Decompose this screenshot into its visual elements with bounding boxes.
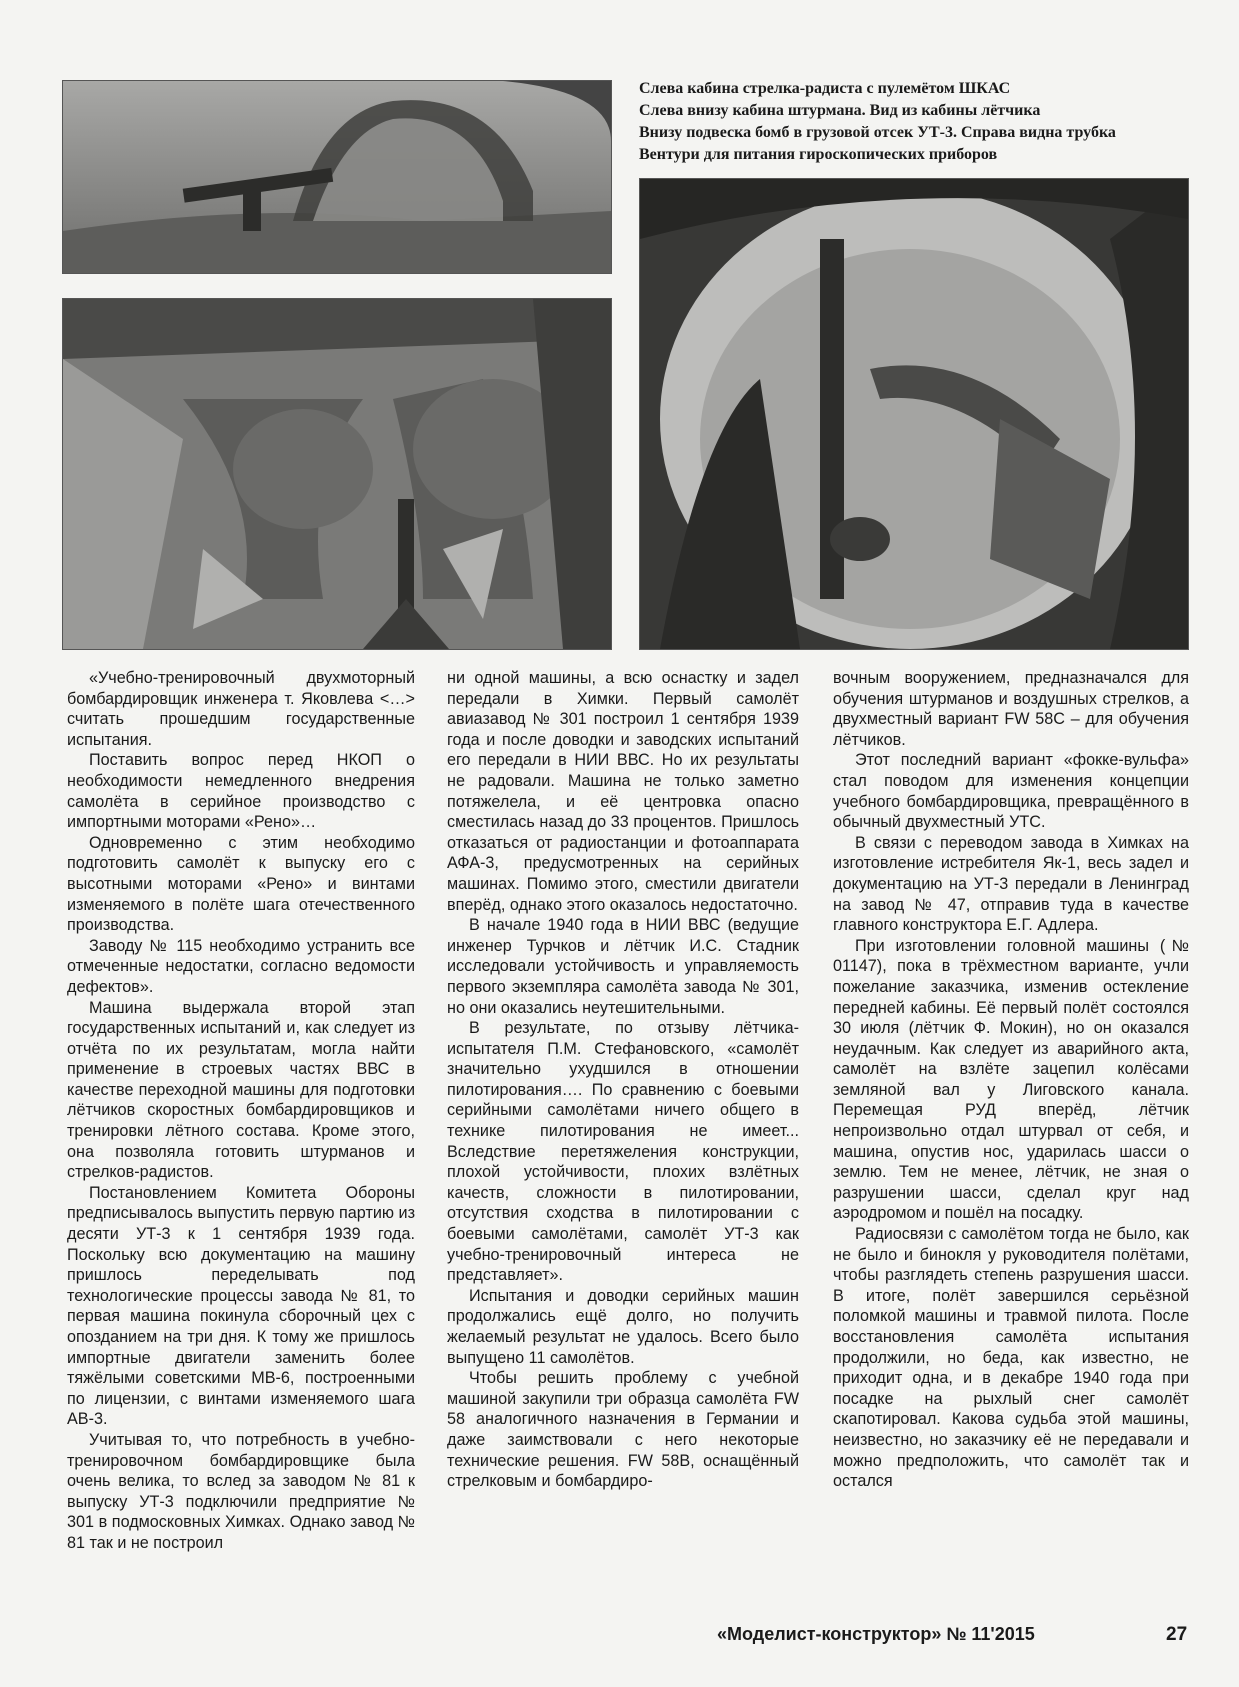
photo-gunner-cockpit	[62, 80, 612, 274]
photo-bomb-bay-image	[63, 299, 611, 649]
paragraph: вочным вооружением, предназначался для обучения штурманов и воздушных стрелков, а двухместный вариант FW 58C – для обучения лётчиков.	[833, 669, 1189, 749]
photo-gunner-cockpit-image	[63, 81, 611, 273]
text-column-2	[447, 668, 799, 1492]
photo-navigator-cabin-image	[640, 179, 1188, 649]
paragraph: Заводу № 115 необходимо устранить все отмеченные недостатки, согласно ведомости дефектов».	[67, 936, 415, 996]
paragraph: Чтобы решить проблему с учебной машиной закупили три образца самолёта FW 58 аналогичного назначения в Германии и даже заимствовали с него некоторые технические решения. FW 58B, оснащённый стрелковым и бомбардиро-	[447, 1369, 799, 1491]
paragraph: Постановлением Комитета Обороны предписывалось выпустить первую партию из десяти УТ-3 к 1 сентября 1939 года. Поскольку всю документацию на машину пришлось переделывать под технологические процессы завода № 81, то первая машина покинула сборочный цех с опозданием на три дня. К тому же пришлось импортные двигатели заменить более тяжёлыми советскими МВ-6, построенными по лицензии, с винтами изменяемого шага АВ-3.	[67, 1183, 415, 1429]
text-column-1	[67, 668, 415, 1554]
paragraph: «Учебно-тренировочный двухмоторный бомбардировщик инженера т. Яковлева <…> считать прошедшим государственные испытания.	[67, 669, 415, 749]
paragraph: Учитывая то, что потребность в учебно-тренировочном бомбардировщике была очень велика, то вслед за заводом № 81 к выпуску УТ-3 подключили предприятие № 301 в подмосковных Химках. Однако завод № 81 так и не построил	[67, 1430, 415, 1552]
paragraph: Этот последний вариант «фокке-вульфа» стал поводом для изменения концепции учебного бомбардировщика, превращённого в обычный двухместный УТС.	[833, 751, 1189, 832]
paragraph: При изготовлении головной машины (№ 01147), пока в трёхместном варианте, учли пожелание заказчика, изменив остекление передней кабины. Её первый полёт состоялся 30 июля (лётчик Ф. Мокин), но он оказался неудачным. Как следует из аварийного акта, самолёт на взлёте зацепил колёсами земляной вал у Лиговского канала. Перемещая РУД вперёд, лётчик непроизвольно отдал штурвал от себя, и машина, опустив нос, ударилась шасси о землю. Тем не менее, лётчик, не зная о разрушении шасси, сделал круг над аэродромом и пошёл на посадку.	[833, 936, 1189, 1223]
magazine-title: «Моделист-конструктор» № 11'2015	[717, 1624, 1035, 1644]
paragraph: Радиосвязи с самолётом тогда не было, как не было и бинокля у руководителя полётами, чтобы разглядеть степень разрушения шасси. В итоге, полёт завершился серьёзной поломкой машины и травмой пилота. После восстановления самолёта испытания продолжили, но беда, как известно, не приходит одна, и в декабре 1940 года при посадке на рыхлый снег самолёт скапотировал. Какова судьба этой машины, неизвестно, но заказчику её не передавали и можно предположить, что самолёт так и остался	[833, 1225, 1189, 1491]
paragraph: Машина выдержала второй этап государственных испытаний и, как следует из отчёта по их результатам, могла найти применение в строевых частях ВВС в качестве переходной машины для подготовки лётчиков скоростных бомбардировщиков и тренировки лётного состава. Кроме этого, она позволяла готовить штурманов и стрелков-радистов.	[67, 998, 415, 1182]
caption-line: Слева кабина стрелка-радиста с пулемётом ШКАС	[639, 80, 1011, 97]
paragraph: В результате, по отзыву лётчика-испытателя П.М. Стефановского, «самолёт значительно ухудшился в отношении пилотирования…. По сравнению с боевыми серийными самолётами ничего общего в технике пилотирования не имеет... Вследствие перетяжеления конструкции, плохой устойчивости, плохих взлётных качеств, сложности в пилотировании, отсутствия сходства в пилотировании с боевыми самолётами, самолёт УТ-3 как учебно-тренировочный интереса не представляет».	[447, 1019, 799, 1285]
paragraph: Поставить вопрос перед НКОП о необходимости немедленного внедрения самолёта в серийное производство с импортными моторами «Рено»…	[67, 751, 415, 832]
paragraph: В начале 1940 года в НИИ ВВС (ведущие инженер Турчков и лётчик И.С. Стадник исследовали устойчивость и управляемость первого экземпляра самолёта завода № 301, но они оказались неутешительными.	[447, 916, 799, 1017]
caption-line: Внизу подвеска бомб в грузовой отсек УТ-3. Справа видна трубка	[639, 124, 1116, 141]
caption-line: Слева внизу кабина штурмана. Вид из кабины лётчика	[639, 102, 1041, 119]
paragraph: Испытания и доводки серийных машин продолжались ещё долго, но получить желаемый результат не удалось. Всего было выпущено 11 самолётов.	[447, 1286, 799, 1367]
photo-captions	[639, 78, 1199, 166]
paragraph: Одновременно с этим необходимо подготовить самолёт к выпуску его с высотными моторами «Рено» и винтами изменяемого в полёте шага отечественного производства.	[67, 833, 415, 935]
caption-line: Вентури для питания гироскопических приборов	[639, 146, 998, 163]
photo-navigator-cabin	[639, 178, 1189, 650]
text-column-3	[833, 668, 1189, 1492]
page-footer	[0, 1624, 1239, 1650]
page-number: 27	[1166, 1624, 1188, 1645]
photo-bomb-bay	[62, 298, 612, 650]
paragraph: В связи с переводом завода в Химках на изготовление истребителя Як-1, весь задел и документацию на УТ-3 передали в Ленинград на завод № 47, отправив туда в качестве главного конструктора Е.Г. Адлера.	[833, 833, 1189, 935]
paragraph: ни одной машины, а всю оснастку и задел передали в Химки. Первый самолёт авиазавод № 301 построил 1 сентября 1939 года и после доводки и заводских испытаний его передали в НИИ ВВС. Но их результаты не радовали. Машина не только заметно потяжелела, и её центровка опасно сместилась назад до 33 процентов. Пришлось отказаться от радиостанции и фотоаппарата АФА-3, предусмотренных на серийных машинах. Помимо этого, сместили двигатели вперёд, однако этого оказалось недостаточно.	[447, 669, 799, 914]
